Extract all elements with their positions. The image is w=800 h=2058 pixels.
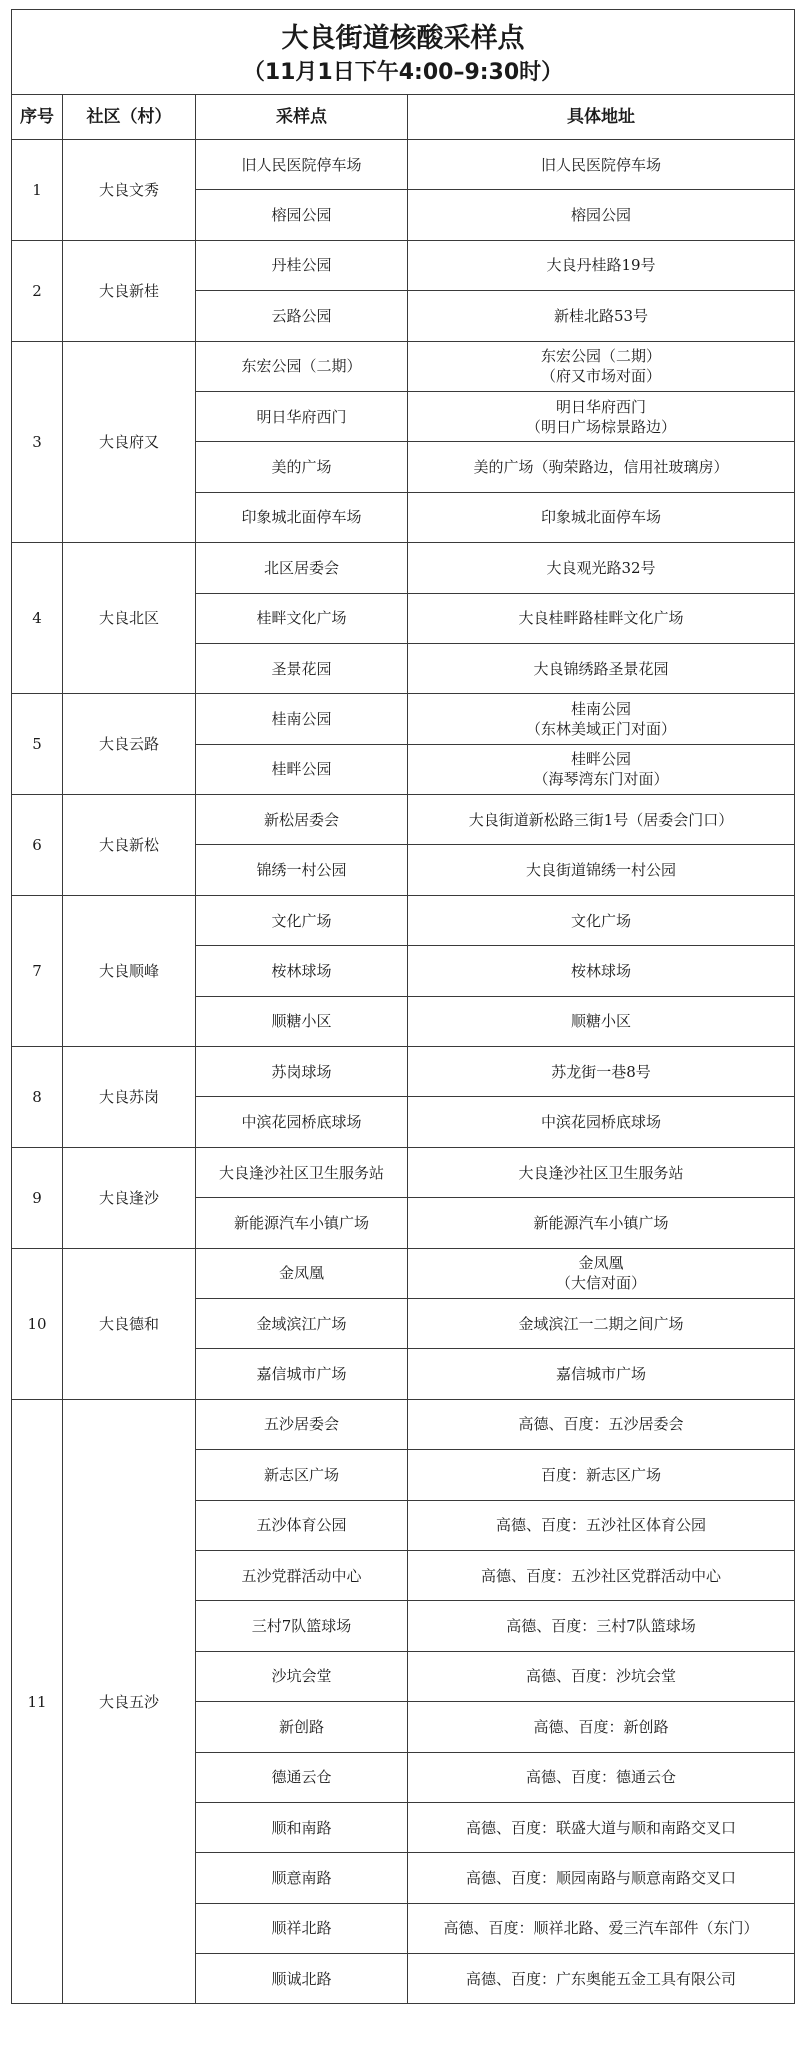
address-line: 顺糖小区	[570, 1012, 631, 1031]
address-line: 桂畔公园	[570, 750, 631, 769]
table-row	[12, 795, 795, 845]
address-line: 高德、百度：五沙社区党群活动中心	[480, 1566, 721, 1585]
address-line: 大良锦绣路圣景花园	[533, 659, 669, 678]
site-address	[408, 543, 795, 593]
page-subtitle: （11月1日下午4:00–9:30时）	[242, 60, 564, 85]
address-line: 榕园公园	[570, 206, 631, 225]
address-line: 桂南公园	[570, 699, 631, 718]
address-line: 高德、百度：顺园南路与顺意南路交叉口	[465, 1868, 736, 1887]
site-name: 新能源汽车小镇广场	[196, 1198, 408, 1248]
sampling-sites-table	[11, 9, 795, 2004]
site-name: 桂南公园	[196, 694, 408, 744]
table-row	[12, 694, 795, 744]
row-number: 2	[12, 240, 63, 341]
site-address	[408, 996, 795, 1046]
title-row	[12, 10, 795, 95]
site-name: 北区居委会	[196, 543, 408, 593]
address-line: 嘉信城市广场	[555, 1365, 646, 1384]
site-name: 新松居委会	[196, 795, 408, 845]
address-line: 高德、百度：三村7队篮球场	[506, 1617, 696, 1636]
site-address	[408, 1702, 795, 1752]
row-number: 10	[12, 1248, 63, 1399]
site-name: 金域滨江广场	[196, 1298, 408, 1348]
header-row	[12, 95, 795, 140]
address-line: 高德、百度：广东奥能五金工具有限公司	[465, 1969, 736, 1988]
table-row	[12, 543, 795, 593]
address-line: 大良丹桂路19号	[546, 256, 656, 275]
address-line: 金域滨江一二期之间广场	[518, 1314, 684, 1333]
address-line: 大良观光路32号	[546, 558, 656, 577]
site-name: 桉林球场	[196, 946, 408, 996]
site-address	[408, 341, 795, 391]
site-name: 锦绣一村公园	[196, 845, 408, 895]
title-cell	[12, 10, 795, 95]
site-address	[408, 1147, 795, 1197]
site-name: 美的广场	[196, 442, 408, 492]
site-name: 顺诚北路	[196, 1954, 408, 2004]
site-name: 印象城北面停车场	[196, 492, 408, 542]
site-name: 中滨花园桥底球场	[196, 1097, 408, 1147]
table-row	[12, 1047, 795, 1097]
site-name: 沙坑会堂	[196, 1651, 408, 1701]
page-title: 大良街道核酸采样点	[281, 23, 525, 54]
row-number: 6	[12, 795, 63, 896]
site-name: 顺祥北路	[196, 1903, 408, 1953]
header-community: 社区（村）	[63, 95, 196, 140]
site-address	[408, 1903, 795, 1953]
community-name: 大良云路	[63, 694, 196, 795]
site-name: 丹桂公园	[196, 240, 408, 290]
address-line: 苏龙街一巷8号	[551, 1062, 651, 1081]
site-address	[408, 744, 795, 794]
community-name: 大良五沙	[63, 1399, 196, 2004]
table-row	[12, 1147, 795, 1197]
row-number: 8	[12, 1047, 63, 1148]
address-line: （大信对面）	[555, 1274, 646, 1293]
address-line: 高德、百度：沙坑会堂	[525, 1667, 676, 1686]
address-line: 新桂北路53号	[553, 306, 649, 325]
site-name: 五沙党群活动中心	[196, 1550, 408, 1600]
row-number: 7	[12, 895, 63, 1046]
site-address	[408, 1601, 795, 1651]
address-line: 明日华府西门	[555, 397, 646, 416]
address-line: 旧人民医院停车场	[540, 155, 661, 174]
table-body	[12, 140, 795, 2004]
site-name: 圣景花园	[196, 643, 408, 693]
site-name: 东宏公园（二期）	[196, 341, 408, 391]
site-address	[408, 1047, 795, 1097]
community-name: 大良顺峰	[63, 895, 196, 1046]
row-number: 9	[12, 1147, 63, 1248]
address-line: （府又市场对面）	[540, 367, 661, 386]
address-line: 高德、百度：五沙社区体育公园	[495, 1516, 706, 1535]
community-name: 大良德和	[63, 1248, 196, 1399]
row-number: 11	[12, 1399, 63, 2004]
address-line: 大良街道锦绣一村公园	[525, 861, 676, 880]
header-address: 具体地址	[408, 95, 795, 140]
table-row	[12, 895, 795, 945]
site-name: 顺意南路	[196, 1853, 408, 1903]
site-address	[408, 1349, 795, 1399]
address-line: 印象城北面停车场	[540, 508, 661, 527]
site-name: 文化广场	[196, 895, 408, 945]
address-line: 高德、百度：五沙居委会	[518, 1415, 684, 1434]
site-address	[408, 795, 795, 845]
address-line: （海琴湾东门对面）	[533, 770, 669, 789]
site-name: 三村7队篮球场	[196, 1601, 408, 1651]
address-line: 高德、百度：新创路	[533, 1717, 669, 1736]
site-name: 五沙居委会	[196, 1399, 408, 1449]
community-name: 大良文秀	[63, 140, 196, 241]
site-name: 顺糖小区	[196, 996, 408, 1046]
site-address	[408, 1853, 795, 1903]
address-line: （东林美域正门对面）	[525, 719, 676, 738]
table-row	[12, 1399, 795, 1449]
row-number: 1	[12, 140, 63, 241]
address-line: 大良桂畔路桂畔文化广场	[518, 609, 684, 628]
address-line: 高德、百度：联盛大道与顺和南路交叉口	[465, 1818, 736, 1837]
community-name: 大良逢沙	[63, 1147, 196, 1248]
site-address	[408, 593, 795, 643]
address-line: 百度：新志区广场	[540, 1465, 661, 1484]
site-address	[408, 291, 795, 341]
address-line: 桉林球场	[570, 961, 631, 980]
site-name: 大良逢沙社区卫生服务站	[196, 1147, 408, 1197]
address-line: 文化广场	[570, 911, 631, 930]
site-address	[408, 1198, 795, 1248]
site-address	[408, 1298, 795, 1348]
site-address	[408, 1651, 795, 1701]
table-row	[12, 1248, 795, 1298]
community-name: 大良北区	[63, 543, 196, 694]
site-address	[408, 1752, 795, 1802]
site-name: 桂畔文化广场	[196, 593, 408, 643]
site-name: 榕园公园	[196, 190, 408, 240]
table-row	[12, 240, 795, 290]
site-name: 新志区广场	[196, 1450, 408, 1500]
community-name: 大良新桂	[63, 240, 196, 341]
site-address	[408, 946, 795, 996]
site-address	[408, 1097, 795, 1147]
site-name: 苏岗球场	[196, 1047, 408, 1097]
row-number: 5	[12, 694, 63, 795]
site-address	[408, 845, 795, 895]
row-number: 3	[12, 341, 63, 543]
header-number: 序号	[12, 95, 63, 140]
address-line: （明日广场棕景路边）	[525, 417, 676, 436]
site-address	[408, 1550, 795, 1600]
site-name: 五沙体育公园	[196, 1500, 408, 1550]
address-line: 大良街道新松路三街1号（居委会门口）	[468, 810, 734, 829]
site-address	[408, 240, 795, 290]
site-address	[408, 895, 795, 945]
site-name: 明日华府西门	[196, 391, 408, 441]
site-address	[408, 442, 795, 492]
sampling-sites-sheet	[11, 9, 794, 2004]
community-name: 大良府又	[63, 341, 196, 543]
site-address	[408, 492, 795, 542]
address-line: 大良逢沙社区卫生服务站	[518, 1163, 684, 1182]
address-line: 高德、百度：德通云仓	[525, 1768, 676, 1787]
site-name: 嘉信城市广场	[196, 1349, 408, 1399]
site-address	[408, 1399, 795, 1449]
site-name: 云路公园	[196, 291, 408, 341]
site-name: 新创路	[196, 1702, 408, 1752]
row-number: 4	[12, 543, 63, 694]
address-line: 高德、百度：顺祥北路、爱三汽车部件（东门）	[443, 1919, 759, 1938]
table-row	[12, 341, 795, 391]
site-name: 顺和南路	[196, 1802, 408, 1852]
site-name: 旧人民医院停车场	[196, 140, 408, 190]
table-row	[12, 140, 795, 190]
header-site: 采样点	[196, 95, 408, 140]
site-address	[408, 140, 795, 190]
address-line: 东宏公园（二期）	[540, 347, 661, 366]
site-name: 德通云仓	[196, 1752, 408, 1802]
site-address	[408, 694, 795, 744]
community-name: 大良苏岗	[63, 1047, 196, 1148]
site-address	[408, 1500, 795, 1550]
site-address	[408, 1954, 795, 2004]
community-name: 大良新松	[63, 795, 196, 896]
site-name: 桂畔公园	[196, 744, 408, 794]
address-line: 新能源汽车小镇广场	[533, 1213, 669, 1232]
site-address	[408, 643, 795, 693]
site-address	[408, 1450, 795, 1500]
address-line: 中滨花园桥底球场	[540, 1113, 661, 1132]
site-address	[408, 1248, 795, 1298]
address-line: 美的广场（驹荣路边，信用社玻璃房）	[473, 458, 729, 477]
site-name: 金凤凰	[196, 1248, 408, 1298]
site-address	[408, 1802, 795, 1852]
site-address	[408, 391, 795, 441]
site-address	[408, 190, 795, 240]
address-line: 金凤凰	[578, 1254, 624, 1273]
